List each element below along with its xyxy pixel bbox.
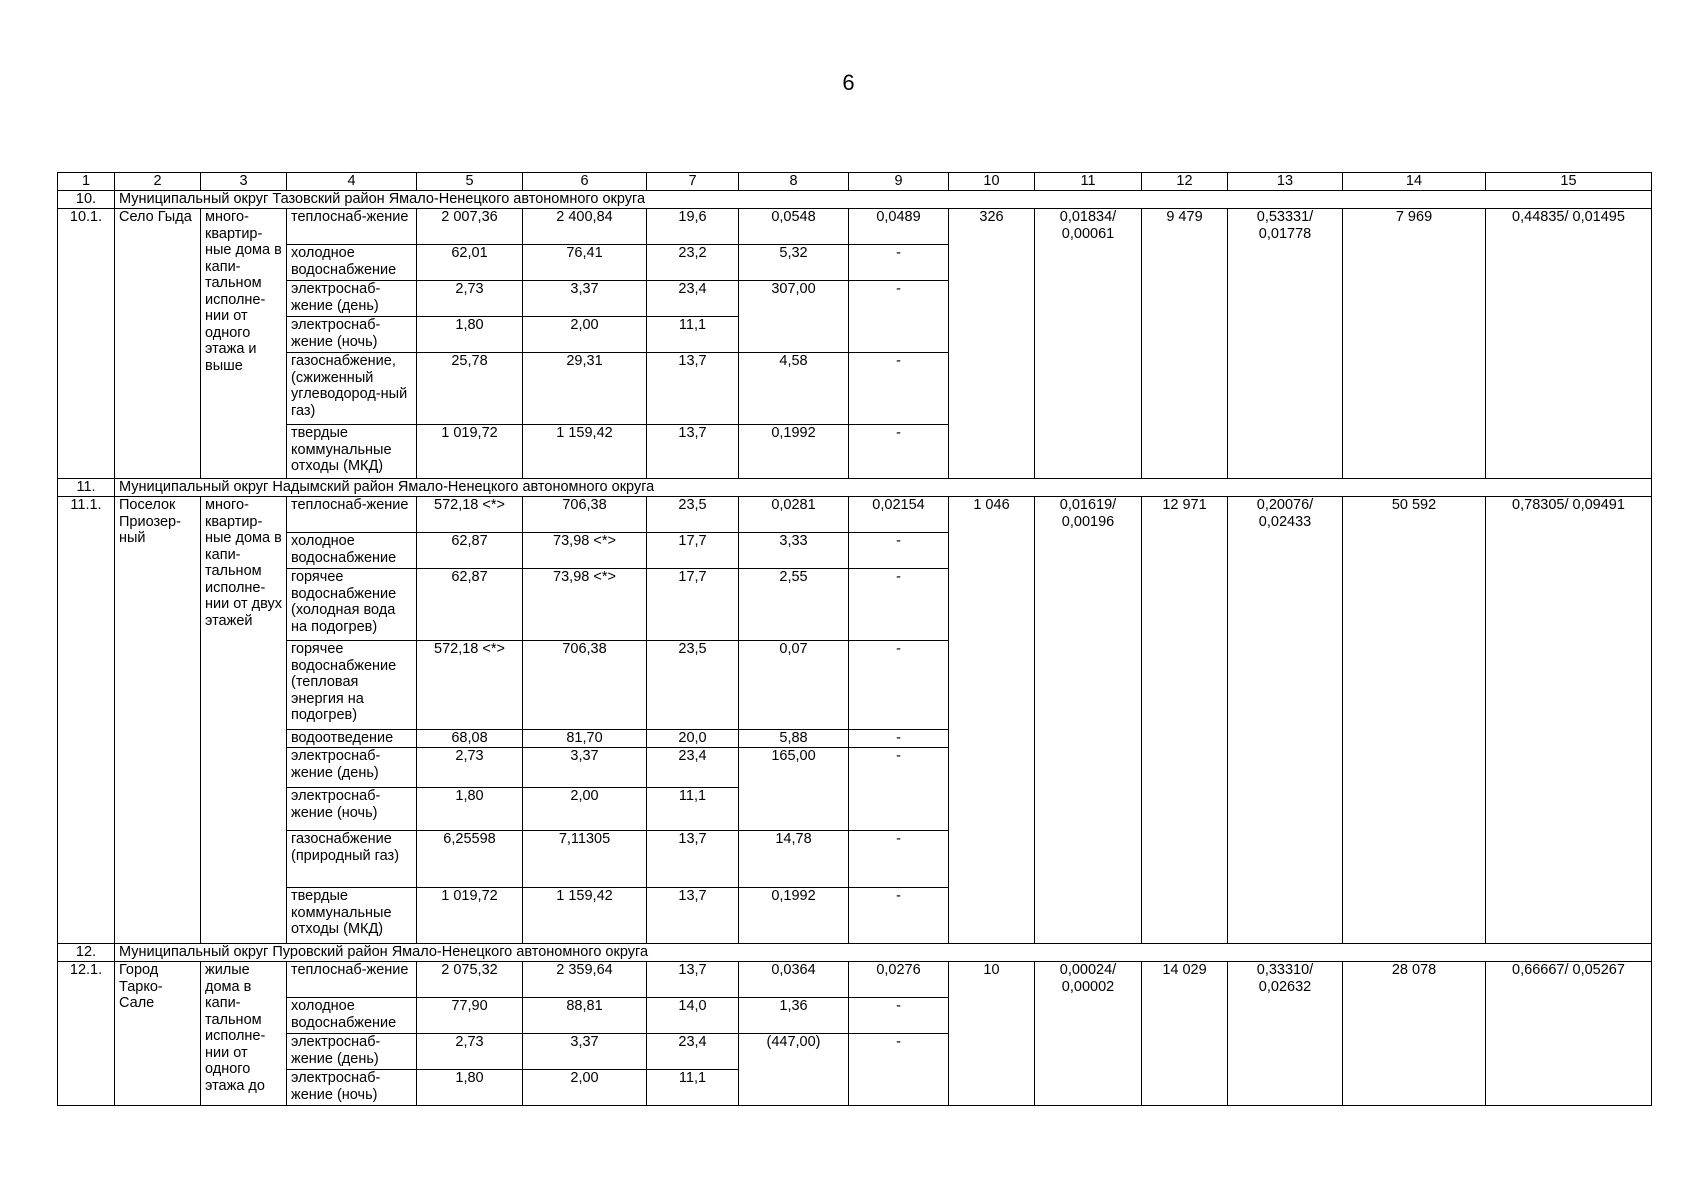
tariff-value: 2,73 <box>417 281 523 317</box>
section-title: Муниципальный округ Пуровский район Ямало-Ненецкого автономного округа <box>115 944 1652 962</box>
section-number: 11. <box>58 479 115 497</box>
section-title: Муниципальный округ Надымский район Ямало-Ненецкого автономного округа <box>115 479 1652 497</box>
tariff-value: 62,87 <box>417 569 523 641</box>
growth-percent: 23,5 <box>647 497 739 533</box>
growth-percent: 13,7 <box>647 831 739 888</box>
column-number: 1 <box>58 173 115 191</box>
population-count: 9 479 <box>1142 209 1228 479</box>
building-type: много-квартир-ные дома в капи-тальном исполне-нии от двух этажей <box>201 497 287 944</box>
settlement-name: Город Тарко-Сале <box>115 962 201 1106</box>
subsection-number: 10.1. <box>58 209 115 479</box>
settlement-name: Поселок Приозер-ный <box>115 497 201 944</box>
tariff-value: 77,90 <box>417 998 523 1034</box>
consumption-volume-alt: - <box>849 281 949 353</box>
tariff-value: 2 075,32 <box>417 962 523 998</box>
service-name: твердые коммунальные отходы (МКД) <box>287 888 417 944</box>
service-name: горячее водоснабжение (холодная вода на подогрев) <box>287 569 417 641</box>
tariff-value: 62,01 <box>417 245 523 281</box>
population-share: 0,66667/ 0,05267 <box>1486 962 1652 1106</box>
tariff-value: 1 019,72 <box>417 888 523 944</box>
tariff-value: 572,18 <*> <box>417 641 523 730</box>
tariff-value: 1 159,42 <box>523 888 647 944</box>
service-name: электроснаб-жение (ночь) <box>287 788 417 831</box>
section-header-row <box>58 191 1652 209</box>
section-title: Муниципальный округ Тазовский район Ямало-Ненецкого автономного округа <box>115 191 1652 209</box>
tariff-value: 2,00 <box>523 788 647 831</box>
column-number: 4 <box>287 173 417 191</box>
consumption-volume-alt: - <box>849 425 949 479</box>
tariff-value: 25,78 <box>417 353 523 425</box>
consumption-volume: 0,0364 <box>739 962 849 998</box>
consumption-volume: 5,88 <box>739 730 849 748</box>
tariff-value: 88,81 <box>523 998 647 1034</box>
tariff-table <box>57 172 1652 1106</box>
tariff-value: 572,18 <*> <box>417 497 523 533</box>
service-name: холодное водоснабжение <box>287 245 417 281</box>
consumption-volume: 5,32 <box>739 245 849 281</box>
growth-percent: 19,6 <box>647 209 739 245</box>
building-type: жилые дома в капи-тальном исполне-нии от одного этажа до <box>201 962 287 1106</box>
tariff-value: 3,37 <box>523 1034 647 1070</box>
tariff-value: 1,80 <box>417 788 523 831</box>
table-row <box>58 209 1652 245</box>
growth-percent: 23,5 <box>647 641 739 730</box>
consumption-volume-alt: - <box>849 353 949 425</box>
column-number: 14 <box>1343 173 1486 191</box>
service-name: холодное водоснабжение <box>287 998 417 1034</box>
subsection-number: 11.1. <box>58 497 115 944</box>
tariff-value: 2 400,84 <box>523 209 647 245</box>
consumption-volume: 0,1992 <box>739 425 849 479</box>
population-share: 0,01619/ 0,00196 <box>1035 497 1142 944</box>
consumption-volume: 1,36 <box>739 998 849 1034</box>
column-number: 7 <box>647 173 739 191</box>
service-name: газоснабжение (природный газ) <box>287 831 417 888</box>
tariff-value: 1 159,42 <box>523 425 647 479</box>
column-number-row <box>58 173 1652 191</box>
service-name: электроснаб-жение (день) <box>287 1034 417 1070</box>
section-number: 10. <box>58 191 115 209</box>
tariff-value: 706,38 <box>523 641 647 730</box>
tariff-value: 1,80 <box>417 317 523 353</box>
tariff-value: 7,11305 <box>523 831 647 888</box>
consumption-volume: 0,0281 <box>739 497 849 533</box>
population-share: 0,01834/ 0,00061 <box>1035 209 1142 479</box>
column-number: 15 <box>1486 173 1652 191</box>
consumption-volume-alt: - <box>849 748 949 831</box>
tariff-value: 68,08 <box>417 730 523 748</box>
tariff-value: 1,80 <box>417 1070 523 1106</box>
population-share: 0,78305/ 0,09491 <box>1486 497 1652 944</box>
consumption-volume-alt: - <box>849 533 949 569</box>
building-type: много-квартир-ные дома в капи-тальном исполне-нии от одного этажа и выше <box>201 209 287 479</box>
consumption-volume-alt: 0,02154 <box>849 497 949 533</box>
consumption-volume: 4,58 <box>739 353 849 425</box>
growth-percent: 11,1 <box>647 788 739 831</box>
growth-percent: 14,0 <box>647 998 739 1034</box>
column-number: 6 <box>523 173 647 191</box>
tariff-value: 2,73 <box>417 748 523 788</box>
subsection-number: 12.1. <box>58 962 115 1106</box>
tariff-value: 62,87 <box>417 533 523 569</box>
population-count: 12 971 <box>1142 497 1228 944</box>
tariff-value: 76,41 <box>523 245 647 281</box>
service-name: электроснаб-жение (день) <box>287 281 417 317</box>
column-number: 2 <box>115 173 201 191</box>
service-name: водоотведение <box>287 730 417 748</box>
consumption-volume-alt: - <box>849 641 949 730</box>
growth-percent: 23,4 <box>647 1034 739 1070</box>
settlement-name: Село Гыда <box>115 209 201 479</box>
service-name: теплоснаб-жение <box>287 209 417 245</box>
table-row <box>58 962 1652 998</box>
service-name: твердые коммунальные отходы (МКД) <box>287 425 417 479</box>
population-count: 50 592 <box>1343 497 1486 944</box>
growth-percent: 17,7 <box>647 569 739 641</box>
consumption-volume-alt: - <box>849 245 949 281</box>
growth-percent: 13,7 <box>647 962 739 998</box>
tariff-value: 2,00 <box>523 1070 647 1106</box>
consumption-volume: 0,07 <box>739 641 849 730</box>
tariff-value: 706,38 <box>523 497 647 533</box>
consumption-volume: 307,00 <box>739 281 849 353</box>
consumption-volume-alt: 0,0276 <box>849 962 949 998</box>
column-number: 9 <box>849 173 949 191</box>
tariff-value: 2,73 <box>417 1034 523 1070</box>
population-share: 0,33310/ 0,02632 <box>1228 962 1343 1106</box>
consumption-volume: 3,33 <box>739 533 849 569</box>
growth-percent: 11,1 <box>647 1070 739 1106</box>
tariff-value: 73,98 <*> <box>523 533 647 569</box>
service-name: электроснаб-жение (ночь) <box>287 1070 417 1106</box>
tariff-value: 3,37 <box>523 281 647 317</box>
tariff-value: 6,25598 <box>417 831 523 888</box>
page-number: 6 <box>842 70 855 95</box>
tariff-value: 29,31 <box>523 353 647 425</box>
column-number: 5 <box>417 173 523 191</box>
population-share: 0,44835/ 0,01495 <box>1486 209 1652 479</box>
consumption-volume: (447,00) <box>739 1034 849 1106</box>
consumption-volume-alt: - <box>849 569 949 641</box>
growth-percent: 13,7 <box>647 425 739 479</box>
tariff-value: 3,37 <box>523 748 647 788</box>
section-header-row <box>58 479 1652 497</box>
tariff-value: 81,70 <box>523 730 647 748</box>
tariff-value: 2 007,36 <box>417 209 523 245</box>
consumption-volume: 14,78 <box>739 831 849 888</box>
growth-percent: 13,7 <box>647 353 739 425</box>
consumption-volume-alt: - <box>849 1034 949 1106</box>
consumption-volume: 0,1992 <box>739 888 849 944</box>
population-count: 1 046 <box>949 497 1035 944</box>
service-name: холодное водоснабжение <box>287 533 417 569</box>
population-count: 28 078 <box>1343 962 1486 1106</box>
column-number: 11 <box>1035 173 1142 191</box>
section-number: 12. <box>58 944 115 962</box>
consumption-volume-alt: - <box>849 998 949 1034</box>
consumption-volume-alt: - <box>849 888 949 944</box>
service-name: электроснаб-жение (день) <box>287 748 417 788</box>
consumption-volume-alt: - <box>849 831 949 888</box>
column-number: 13 <box>1228 173 1343 191</box>
tariff-value: 2 359,64 <box>523 962 647 998</box>
growth-percent: 11,1 <box>647 317 739 353</box>
service-name: газоснабжение, (сжиженный углеводород-ный газ) <box>287 353 417 425</box>
tariff-value: 2,00 <box>523 317 647 353</box>
column-number: 8 <box>739 173 849 191</box>
consumption-volume: 0,0548 <box>739 209 849 245</box>
column-number: 3 <box>201 173 287 191</box>
population-share: 0,53331/ 0,01778 <box>1228 209 1343 479</box>
tariff-value: 73,98 <*> <box>523 569 647 641</box>
consumption-volume-alt: - <box>849 730 949 748</box>
service-name: теплоснаб-жение <box>287 497 417 533</box>
table-row <box>58 497 1652 533</box>
population-share: 0,20076/ 0,02433 <box>1228 497 1343 944</box>
column-number: 12 <box>1142 173 1228 191</box>
growth-percent: 23,2 <box>647 245 739 281</box>
population-count: 326 <box>949 209 1035 479</box>
growth-percent: 23,4 <box>647 281 739 317</box>
growth-percent: 20,0 <box>647 730 739 748</box>
population-count: 7 969 <box>1343 209 1486 479</box>
growth-percent: 13,7 <box>647 888 739 944</box>
section-header-row <box>58 944 1652 962</box>
column-number: 10 <box>949 173 1035 191</box>
service-name: теплоснаб-жение <box>287 962 417 998</box>
growth-percent: 23,4 <box>647 748 739 788</box>
consumption-volume-alt: 0,0489 <box>849 209 949 245</box>
service-name: горячее водоснабжение (тепловая энергия на подогрев) <box>287 641 417 730</box>
consumption-volume: 165,00 <box>739 748 849 831</box>
tariff-value: 1 019,72 <box>417 425 523 479</box>
population-count: 14 029 <box>1142 962 1228 1106</box>
population-count: 10 <box>949 962 1035 1106</box>
service-name: электроснаб-жение (ночь) <box>287 317 417 353</box>
population-share: 0,00024/ 0,00002 <box>1035 962 1142 1106</box>
consumption-volume: 2,55 <box>739 569 849 641</box>
growth-percent: 17,7 <box>647 533 739 569</box>
